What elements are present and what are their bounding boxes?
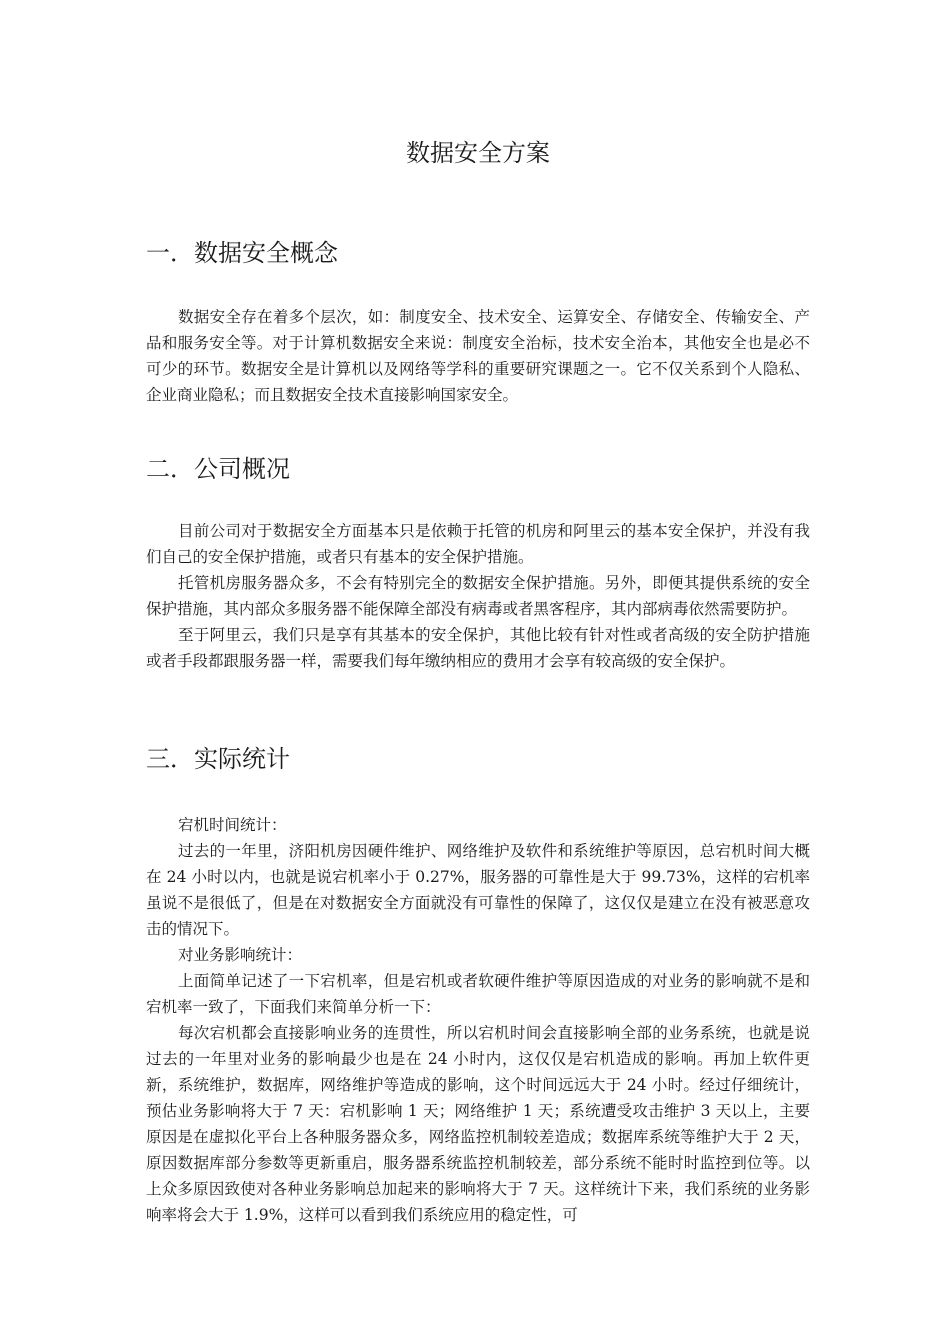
section-heading-statistics: 三．实际统计 [146,745,290,773]
paragraph: 托管机房服务器众多，不会有特别完全的数据安全保护措施。另外，即便其提供系统的安全保护措施，其内部众多服务器不能保障全部没有病毒或者黑客程序，其内部病毒依然需要防护。 [146,574,810,618]
paragraph: 上面简单记述了一下宕机率，但是宕机或者软硬件维护等原因造成的对业务的影响就不是和宕机率一致了，下面我们来简单分析一下： [146,972,810,1016]
document-title: 数据安全方案 [406,139,550,167]
section-heading-company: 二．公司概况 [146,455,290,483]
paragraph: 至于阿里云，我们只是享有其基本的安全保护，其他比较有针对性或者高级的安全防护措施或者手段都跟服务器一样，需要我们每年缴纳相应的费用才会享有较高级的安全保护。 [146,626,810,670]
subheading-downtime: 宕机时间统计： [178,816,287,834]
paragraph: 每次宕机都会直接影响业务的连贯性，所以宕机时间会直接影响全部的业务系统，也就是说过去的一年里对业务的影响最少也是在 24 小时内，这仅仅是宕机造成的影响。再加上软件更新，系统维护，数据库，网络维护等造成的影响，这个时间远远大于 24 小时。经过仔细统计，预估业务影响将大于 7 天：宕机影响 1 天；网络维护 1 天；系统遭受攻击维护 3 天以上，主要原因是在虚拟化平台上各种服务器众多，网络监控机制较差造成；数据库系统等维护大于 2 天，原因数据库部分参数等更新重启，服务器系统监控机制较差，部分系统不能时时监控到位等。以上众多原因致使对各种业务影响总加起来的影响将大于 7 天。这样统计下来，我们系统的业务影响率将会大于 1.9%，这样可以看到我们系统应用的稳定性，可 [146,1024,810,1224]
paragraph: 目前公司对于数据安全方面基本只是依赖于托管的机房和阿里云的基本安全保护，并没有我们自己的安全保护措施，或者只有基本的安全保护措施。 [146,522,810,566]
subheading-business-impact: 对业务影响统计： [178,946,303,964]
paragraph: 数据安全存在着多个层次，如：制度安全、技术安全、运算安全、存储安全、传输安全、产品和服务安全等。对于计算机数据安全来说：制度安全治标，技术安全治本，其他安全也是必不可少的环节。数据安全是计算机以及网络等学科的重要研究课题之一。它不仅关系到个人隐私、企业商业隐私；而且数据安全技术直接影响国家安全。 [146,308,810,404]
section-heading-concept: 一．数据安全概念 [146,239,338,267]
section-body-concept [146,304,810,408]
paragraph: 过去的一年里，济阳机房因硬件维护、网络维护及软件和系统维护等原因，总宕机时间大概在 24 小时以内，也就是说宕机率小于 0.27%，服务器的可靠性是大于 99.73%，这样的宕机率虽说不是很低了，但是在对数据安全方面就没有可靠性的保障了，这仅仅是建立在没有被恶意攻击的情况下。 [146,842,810,938]
section-body-company [146,518,810,674]
section-body-statistics [146,812,810,1228]
